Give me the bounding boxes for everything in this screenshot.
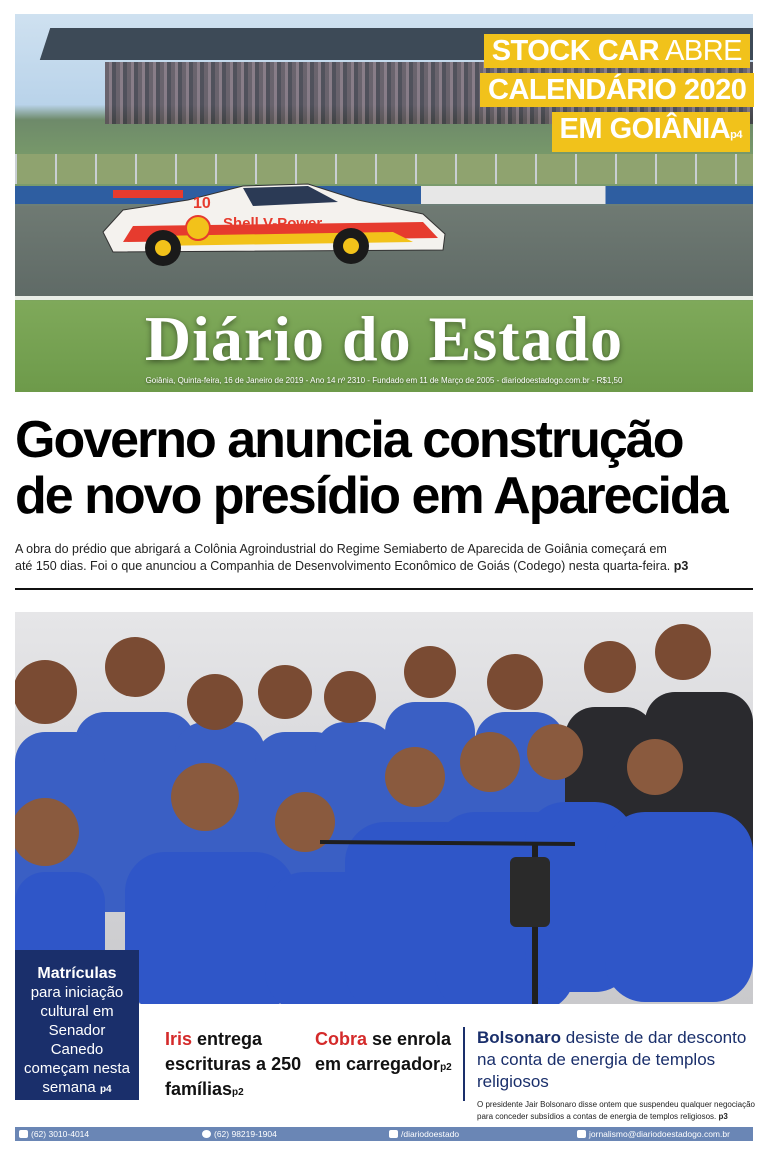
enrollment-teaser-box[interactable] xyxy=(15,950,139,1100)
newspaper-brand: Diário do Estado xyxy=(144,303,624,374)
cobra-story-teaser[interactable] xyxy=(315,1027,455,1080)
iris-story-teaser[interactable] xyxy=(165,1027,310,1105)
enrollment-page-ref: p4 xyxy=(99,1084,112,1095)
main-headline[interactable] xyxy=(15,412,755,524)
choir-photo xyxy=(15,612,753,1004)
contact-footer xyxy=(15,1127,753,1141)
enrollment-line-2: cultural em xyxy=(40,1003,114,1020)
mail-icon xyxy=(577,1130,586,1138)
section-divider xyxy=(15,588,753,590)
main-lead: A obra do prédio que abrigará a Colônia Agroindustrial do Regime Semiaberto de Aparecida de Goiânia começará em até 150 dias. Foi o que anunciou a Companhia de Desenvolvimento Econômico de Goiás (Codego) nesta quarta-feira. p3 xyxy=(15,542,689,573)
teaser-divider xyxy=(463,1027,465,1101)
footer-whatsapp[interactable]: (62) 98219-1904 xyxy=(202,1127,277,1141)
cobra-highlight: Cobra xyxy=(315,1029,368,1049)
dateline: Goiânia, Quinta-feira, 16 de Janeiro de 2019 - Ano 14 nº 2310 - Fundado em 11 de Março de 2005 - diariodoestadogo.com.br - R$1,50 xyxy=(145,376,623,385)
lead-page-ref: p3 xyxy=(673,559,689,573)
choir-illustration xyxy=(15,612,753,1004)
headline-line-2: de novo presídio em Aparecida xyxy=(15,467,727,525)
whatsapp-icon xyxy=(202,1130,211,1138)
enrollment-line-3: Senador Canedo xyxy=(48,1022,106,1058)
enrollment-title: Matrículas xyxy=(37,965,117,982)
enrollment-line-4: começam nesta xyxy=(24,1060,130,1077)
bolsonaro-summary: O presidente Jair Bolsonaro disse ontem que suspendeu qualquer negociação para conceder subsídios a contas de energia de templos religiosos. p3 xyxy=(477,1100,755,1121)
race-car-illustration xyxy=(93,172,453,268)
headline-line-1: Governo anuncia construção xyxy=(15,411,683,469)
iris-text: entrega escrituras a 250 famílias xyxy=(165,1029,302,1099)
iris-page-ref: p2 xyxy=(232,1087,244,1098)
bolsonaro-story-teaser[interactable] xyxy=(477,1027,757,1123)
car-sponsor-text: Shell V-Power xyxy=(223,215,323,232)
stock-car-teaser[interactable] xyxy=(480,34,750,157)
bolsonaro-headline: Bolsonaro desiste de dar desconto na conta de energia de templos religiosos xyxy=(477,1028,747,1091)
phone-icon xyxy=(19,1130,28,1138)
track-line xyxy=(15,296,753,300)
cobra-text: se enrola em carregador xyxy=(315,1029,452,1074)
bolsonaro-page-ref: p3 xyxy=(718,1112,728,1121)
facebook-icon xyxy=(389,1130,398,1138)
teaser-page-ref: p4 xyxy=(730,129,742,141)
teaser-line-3: EM GOIÂNIAp4 xyxy=(552,112,750,152)
car-number: 10 xyxy=(193,195,211,212)
teaser-line-2: CALENDÁRIO 2020 xyxy=(480,73,754,107)
cobra-page-ref: p2 xyxy=(440,1062,452,1073)
footer-email[interactable]: jornalismo@diariodoestadogo.com.br xyxy=(577,1127,730,1141)
enrollment-line-1: para iniciação xyxy=(30,984,124,1001)
footer-facebook[interactable]: /diariodoestado xyxy=(389,1127,459,1141)
enrollment-line-5: semana p4 xyxy=(42,1079,112,1096)
footer-phone[interactable]: (62) 3010-4014 xyxy=(19,1127,89,1141)
iris-highlight: Iris xyxy=(165,1029,193,1049)
teaser-line-1: STOCK CAR ABRE xyxy=(484,34,750,68)
